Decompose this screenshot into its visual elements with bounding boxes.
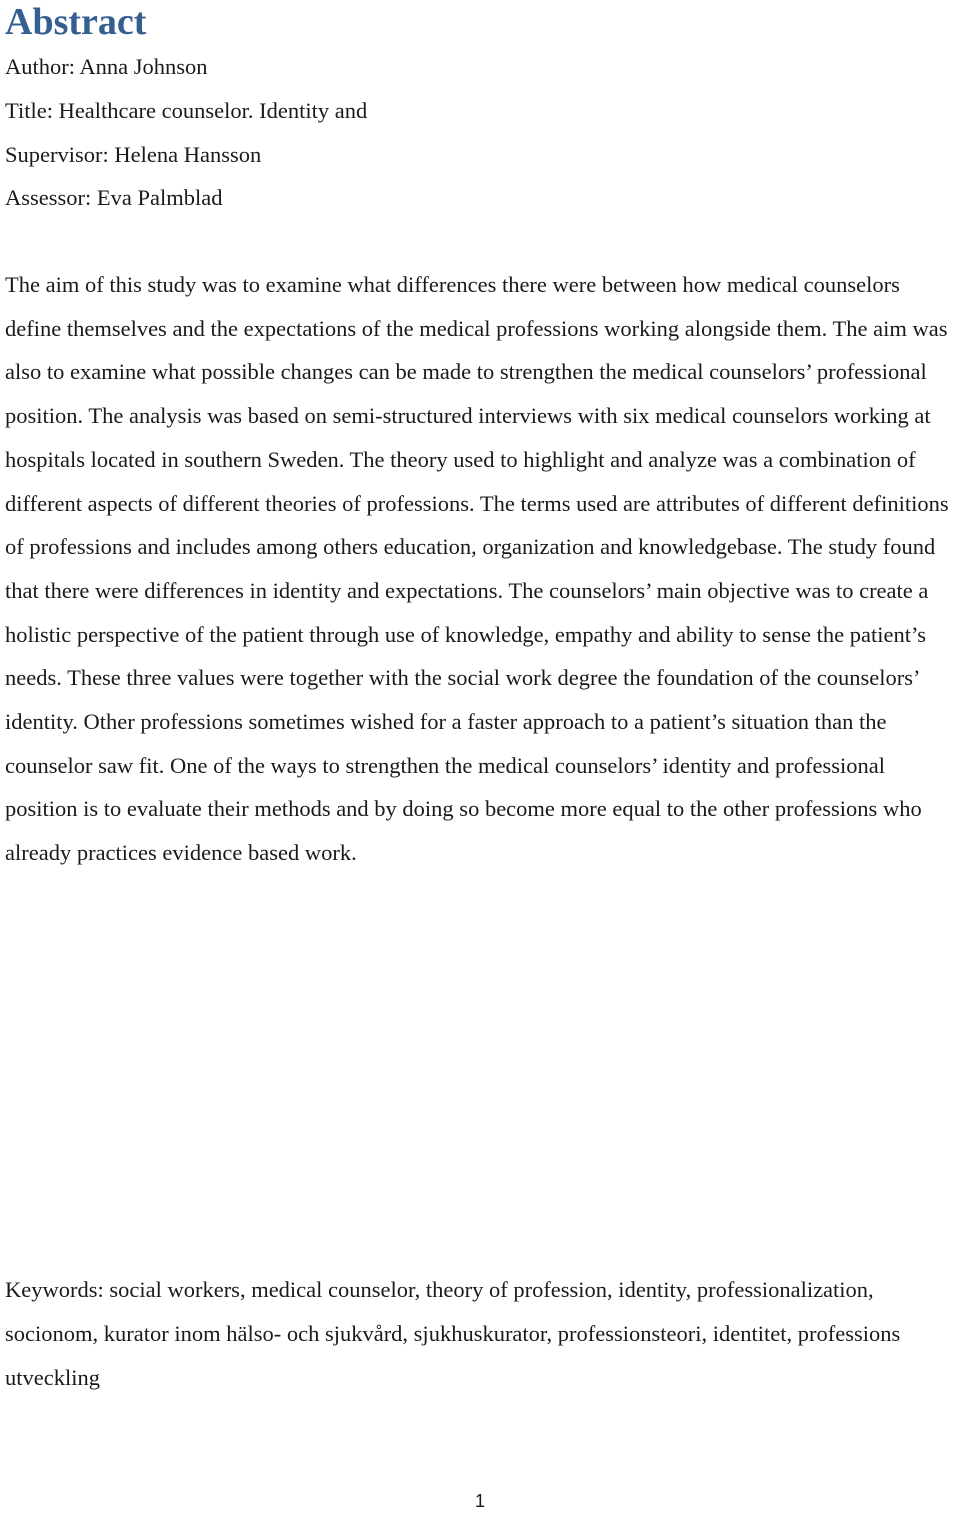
- thesis-metadata: [5, 45, 367, 220]
- page-number: 1: [474, 1491, 485, 1511]
- abstract-heading: Abstract: [5, 1, 147, 43]
- author-line: Author: Anna Johnson: [5, 54, 208, 79]
- keywords-paragraph: Keywords: social workers, medical counselor, theory of profession, identity, professionalization, socionom, kurator inom hälso- och sjukvård, sjukhuskurator, professionsteori, identitet, professions utveckling: [5, 1277, 901, 1390]
- title-line: Title: Healthcare counselor. Identity and: [5, 97, 368, 123]
- assessor-line: Assessor: Eva Palmblad: [5, 185, 223, 211]
- supervisor-line: Supervisor: Helena Hansson: [5, 141, 262, 167]
- abstract-paragraph: The aim of this study was to examine what differences there were between how medical counselors define themselves and the expectations of the medical professions working alongside them. The aim was also to examine what possible changes can be made to strengthen the medical counselors’ professional position. The analysis was based on semi-structured interviews with six medical counselors working at hospitals located in southern Sweden. The theory used to highlight and analyze was a combination of different aspects of different theories of professions. The terms used are attributes of different definitions of professions and includes among others education, organization and knowledgebase. The study found that there were differences in identity and expectations. The counselors’ main objective was to create a holistic perspective of the patient through use of knowledge, empathy and ability to sense the patient’s needs. These three values were together with the social work degree the foundation of the counselors’ identity. Other professions sometimes wished for a faster approach to a patient’s situation than the counselor saw fit. One of the ways to strengthen the medical counselors’ identity and professional position is to evaluate their methods and by doing so become more equal to the other professions who already practices evidence based work.: [5, 272, 949, 866]
